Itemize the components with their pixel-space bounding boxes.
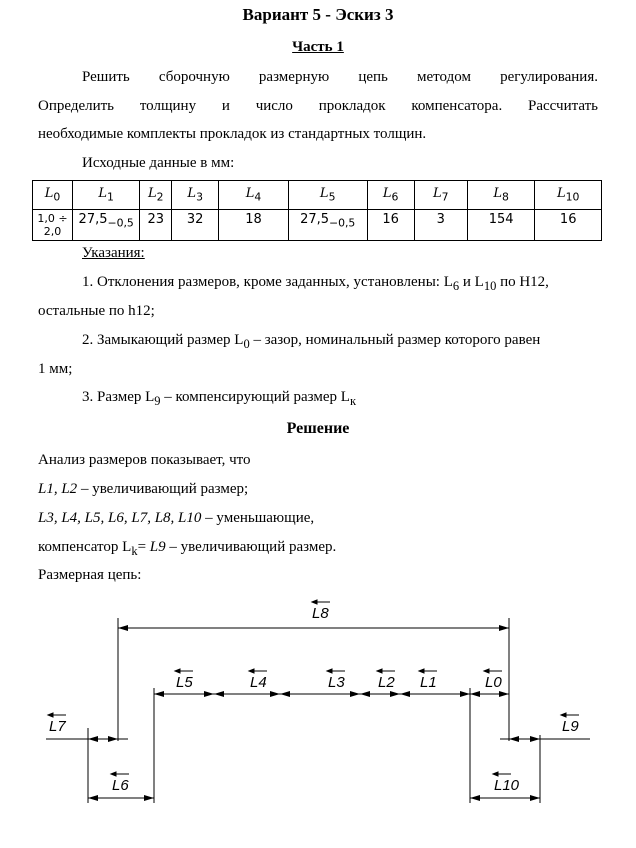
task-line-2-wrap [38, 92, 598, 121]
document-title: Вариант 5 - Эскиз 3 [242, 5, 394, 24]
vector-arrow-l7 [48, 713, 66, 717]
label-l10: L10 [494, 777, 520, 794]
header-cell: $L_2$ [140, 181, 172, 210]
value-cell: 16 [367, 210, 414, 241]
part-title: Часть 1 [292, 39, 344, 55]
label-l9: L9 [562, 718, 579, 735]
vector-arrow-l3 [327, 669, 345, 673]
header-cell: $L_6$ [367, 181, 414, 210]
vector-arrow-l6 [111, 772, 129, 776]
solution-heading: Решение [286, 420, 350, 437]
task-line-2: Определить толщину и число прокладок компенсатора. Рассчитать [38, 98, 598, 114]
header-cell: $L_8$ [467, 181, 535, 210]
note-2: 2. Замыкающий размер $L_0$ – зазор, номинальный размер которого равен [82, 332, 541, 351]
label-l5: L5 [176, 674, 193, 691]
vector-arrow-l10 [493, 772, 511, 776]
vector-arrow-l2 [377, 669, 395, 673]
vector-arrow-l4 [249, 669, 267, 673]
header-cell: $L_{10}$ [535, 181, 602, 210]
value-cell: 18 [219, 210, 289, 241]
analysis-line: Анализ размеров показывает, что [38, 452, 251, 468]
increasing-names: L1, L2 [38, 481, 78, 497]
task-line-3: необходимые комплекты прокладок из стандартных толщин. [38, 126, 427, 142]
label-l7: L7 [49, 718, 66, 735]
task-line-1: Решить сборочную размерную цепь методом регулирования. [82, 69, 598, 85]
value-cell: 32 [172, 210, 219, 241]
source-data-table [32, 180, 602, 241]
value-cell: 1,0 ÷ 2,0 [33, 210, 73, 241]
chain-label: Размерная цепь: [38, 567, 142, 583]
value-cell: $27,5_{-0,5}$ [72, 210, 140, 241]
header-cell: $L_0$ [33, 181, 73, 210]
header-cell: $L_3$ [172, 181, 219, 210]
header-cell: $L_1$ [72, 181, 140, 210]
label-l1: L1 [420, 674, 437, 691]
label-l3: L3 [328, 674, 345, 691]
vector-arrow-l9 [561, 713, 579, 717]
notes-heading: Указания: [82, 245, 145, 261]
vector-arrow-l8 [312, 600, 330, 604]
note-2-cont: 1 мм; [38, 361, 73, 377]
task-paragraph [38, 63, 598, 92]
table-value-row [33, 210, 602, 241]
vector-arrow-l5 [175, 669, 193, 673]
vector-arrow-l1 [419, 669, 437, 673]
label-l0: L0 [485, 674, 502, 691]
header-cell: $L_7$ [414, 181, 467, 210]
decreasing-names: L3, L4, L5, L6, L7, L8, L10 [38, 510, 202, 526]
label-l2: L2 [378, 674, 395, 691]
header-cell: $L_5$ [288, 181, 367, 210]
label-l4: L4 [250, 674, 267, 691]
note-1-cont: остальные по h12; [38, 303, 155, 319]
header-cell: $L_4$ [219, 181, 289, 210]
dimension-chain-diagram [0, 590, 636, 820]
value-cell: 16 [535, 210, 602, 241]
value-cell: $27,5_{-0,5}$ [288, 210, 367, 241]
vector-arrow-l0 [484, 669, 502, 673]
table-header-row [33, 181, 602, 210]
source-data-label: Исходные данные в мм: [82, 155, 235, 171]
value-cell: 154 [467, 210, 535, 241]
decreasing-line: L3, L4, L5, L6, L7, L8, L10 – уменьшающие, [38, 510, 315, 526]
value-cell: 3 [414, 210, 467, 241]
label-l6: L6 [112, 777, 129, 794]
value-cell: 23 [140, 210, 172, 241]
increasing-line: L1, L2 – увеличивающий размер; [38, 481, 249, 497]
compensator-line: компенсатор $L_k= L9$ – увеличивающий размер. [38, 539, 337, 558]
note-3: 3. Размер $L_9$ – компенсирующий размер $L_к$ [82, 389, 357, 408]
note-1: 1. Отклонения размеров, кроме заданных, установлены: $L_6$ и $L_{10}$ по H12, [82, 274, 549, 293]
label-l8: L8 [312, 605, 329, 622]
